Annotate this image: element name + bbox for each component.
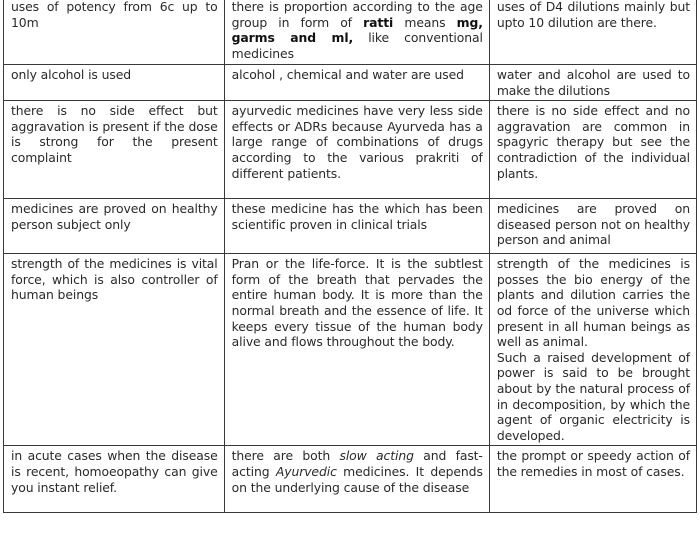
table-row-strength bbox=[4, 254, 697, 446]
cell-ayurveda: ayurvedic medicines have very less side effects or ADRs because Ayurveda has a large range of combinations of drugs according to the various prakriti of different patients. bbox=[224, 101, 489, 199]
cell-ayurveda: Pran or the life-force. It is the subtlest form of the breath that pervades the entire human body. It is more than the normal breath and the essence of life. It keeps every tissue of the human body alive and flows throughout the body. bbox=[224, 254, 489, 446]
table-row-proving bbox=[4, 199, 697, 254]
cell-spagyric: medicines are proved on diseased person not on healthy person and animal bbox=[489, 199, 696, 254]
cell-homoeopathy: uses of potency from 6c up to 10m bbox=[4, 0, 225, 65]
table-row-side-effects bbox=[4, 101, 697, 199]
cell-spagyric: the prompt or speedy action of the remedies in most of cases. bbox=[489, 446, 696, 513]
cell-ayurveda: these medicine has the which has been scientific proven in clinical trials bbox=[224, 199, 489, 254]
cell-ayurveda: there are both slow acting and fast-acting Ayurvedic medicines. It depends on the underlying cause of the disease bbox=[224, 446, 489, 513]
cell-spagyric: water and alcohol are used to make the dilutions bbox=[489, 65, 696, 101]
cell-spagyric: uses of D4 dilutions mainly but upto 10 dilution are there. bbox=[489, 0, 696, 65]
table-row-potency bbox=[4, 0, 697, 65]
cell-homoeopathy: in acute cases when the disease is recent, homoeopathy can give you instant relief. bbox=[4, 446, 225, 513]
comparison-table bbox=[3, 0, 697, 513]
cell-homoeopathy: strength of the medicines is vital force, which is also controller of human beings bbox=[4, 254, 225, 446]
cell-homoeopathy: medicines are proved on healthy person subject only bbox=[4, 199, 225, 254]
cell-spagyric: strength of the medicines is posses the bio energy of the plants and dilution carries the od force of the universe which present in all human beings as well as animal. Such a raised development of power is said to be brought about by the natural process of in decomposition, by which the agent of organic electricity is developed. bbox=[489, 254, 696, 446]
cell-ayurveda: alcohol , chemical and water are used bbox=[224, 65, 489, 101]
cell-spagyric: there is no side effect and no aggravation are common in spagyric therapy but see the contradiction of the individual plants. bbox=[489, 101, 696, 199]
cell-ayurveda: there is proportion according to the age group in form of ratti means mg, garms and ml, like conventional medicines bbox=[224, 0, 489, 65]
table-row-action bbox=[4, 446, 697, 513]
cell-homoeopathy: only alcohol is used bbox=[4, 65, 225, 101]
table-row-vehicle bbox=[4, 65, 697, 101]
cell-homoeopathy: there is no side effect but aggravation is present if the dose is strong for the present complaint bbox=[4, 101, 225, 199]
